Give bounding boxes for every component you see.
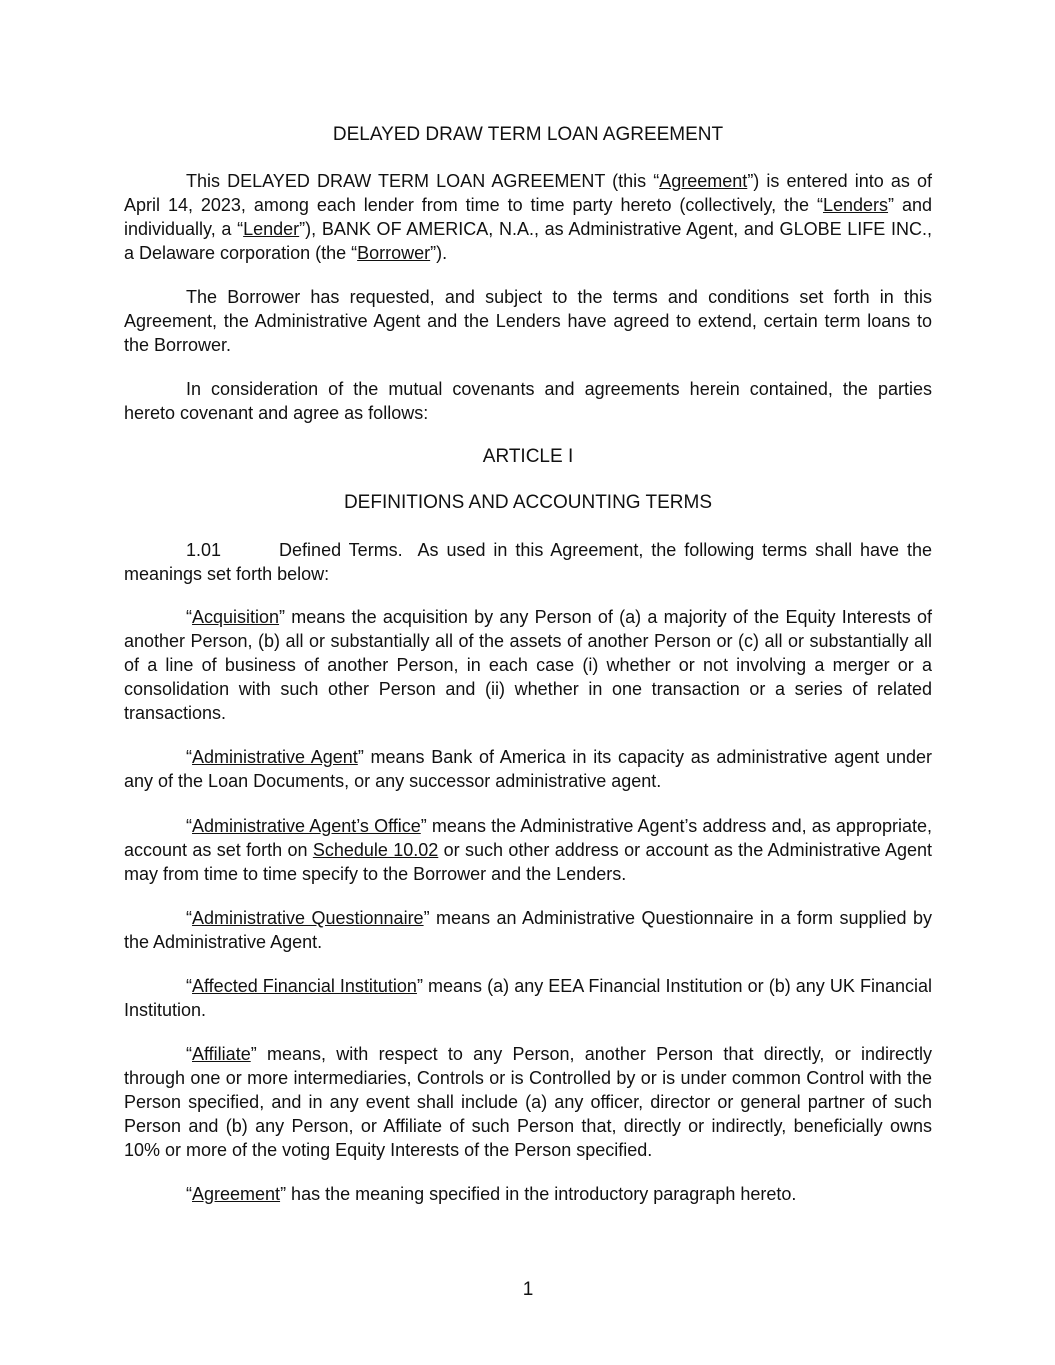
open-quote: “ [186, 976, 192, 996]
intro-text: ”). [430, 243, 448, 263]
term-lenders: Lenders [822, 195, 889, 215]
intro-paragraph [124, 169, 932, 265]
definition-text: ” means Bank of America in its capacity as administrative agent under any of the Loan Documents, or any successor administrative agent. [124, 747, 932, 791]
definition-text: ” means (a) any EEA Financial Institution or (b) any UK Financial Institution. [124, 976, 932, 1020]
definition-text: ” means, with respect to any Person, another Person that directly, or indirectly through one or more intermediaries, Controls or is Controlled by or is under common Control with the Person specified, and in any event shall include (a) any officer, director or general partner of such Person and (b) any Person, or Affiliate of such Person that, directly or indirectly, beneficially owns 10% or more of the voting Equity Interests of the Person specified. [124, 1044, 932, 1160]
recital-paragraph: The Borrower has requested, and subject to the terms and conditions set forth in this Agreement, the Administrative Agent and the Lenders have agreed to extend, certain term loans to the Borrower. [124, 287, 932, 355]
term-administrative-questionnaire: Administrative Questionnaire [192, 908, 424, 928]
section-number: 1.01 [186, 540, 222, 560]
definition-text: ” means an Administrative Questionnaire in a form supplied by the Administrative Agent. [124, 908, 933, 952]
term-affiliate: Affiliate [192, 1044, 251, 1064]
intro-text: ” and individually, a “ [124, 195, 933, 239]
definition-acquisition [124, 605, 932, 725]
schedule-reference: Schedule 10.02 [312, 840, 439, 860]
intro-text: This DELAYED DRAW TERM LOAN AGREEMENT (this “ [186, 171, 660, 191]
consideration-paragraph: In consideration of the mutual covenants and agreements herein contained, the parties hereto covenant and agree as follows: [124, 379, 932, 423]
section-1-01 [124, 538, 932, 586]
definition-agreement [124, 1182, 932, 1206]
term-affected-financial-institution: Affected Financial Institution [192, 976, 417, 996]
term-agreement: Agreement [659, 171, 748, 191]
page-number: 1 [522, 1279, 534, 1300]
open-quote: “ [186, 747, 192, 767]
definition-affected-financial-institution [124, 974, 932, 1022]
intro-text: ”), BANK OF AMERICA, N.A., as Administrative Agent, and GLOBE LIFE INC., a Delaware corporation (the “ [124, 219, 932, 263]
definition-administrative-agent [124, 745, 932, 793]
definition-affiliate [124, 1042, 932, 1162]
article-title: DEFINITIONS AND ACCOUNTING TERMS [343, 492, 713, 513]
section-text: As used in this Agreement, the following terms shall have the meanings set forth below: [124, 540, 933, 584]
term-administrative-agents-office: Administrative Agent’s Office [192, 816, 421, 836]
term-lender: Lender [243, 219, 300, 239]
definition-administrative-questionnaire [124, 906, 932, 954]
open-quote: “ [186, 908, 192, 928]
definition-text: ” means the Administrative Agent’s address and, as appropriate, account as set forth on [124, 816, 932, 860]
open-quote: “ [186, 607, 192, 627]
definition-text: or such other address or account as the Administrative Agent may from time to time specify to the Borrower and the Lenders. [124, 840, 932, 884]
definition-text: ” means the acquisition by any Person of (a) a majority of the Equity Interests of another Person, (b) all or substantially all of the assets of another Person or (c) all or substantially all of a line of business of another Person, in each case (i) whether or not involving a merger or a consolidation with such other Person and (ii) whether in one transaction or a series of related transactions. [124, 607, 932, 723]
term-acquisition: Acquisition [192, 607, 280, 627]
document-title: DELAYED DRAW TERM LOAN AGREEMENT [332, 124, 724, 145]
term-administrative-agent: Administrative Agent [192, 747, 358, 767]
open-quote: “ [186, 1044, 192, 1064]
term-borrower: Borrower [357, 243, 431, 263]
open-quote: “ [186, 816, 192, 836]
article-heading: ARTICLE I [482, 446, 574, 467]
term-agreement-definition: Agreement [192, 1184, 281, 1204]
open-quote: “ [186, 1184, 192, 1204]
definition-administrative-agents-office [124, 814, 932, 886]
definition-text: ” has the meaning specified in the introductory paragraph hereto. [280, 1184, 797, 1204]
section-heading: Defined Terms. [279, 540, 403, 560]
intro-text: ”) is entered into as of April 14, 2023, among each lender from time to time party hereto (collectively, the “ [124, 171, 932, 215]
